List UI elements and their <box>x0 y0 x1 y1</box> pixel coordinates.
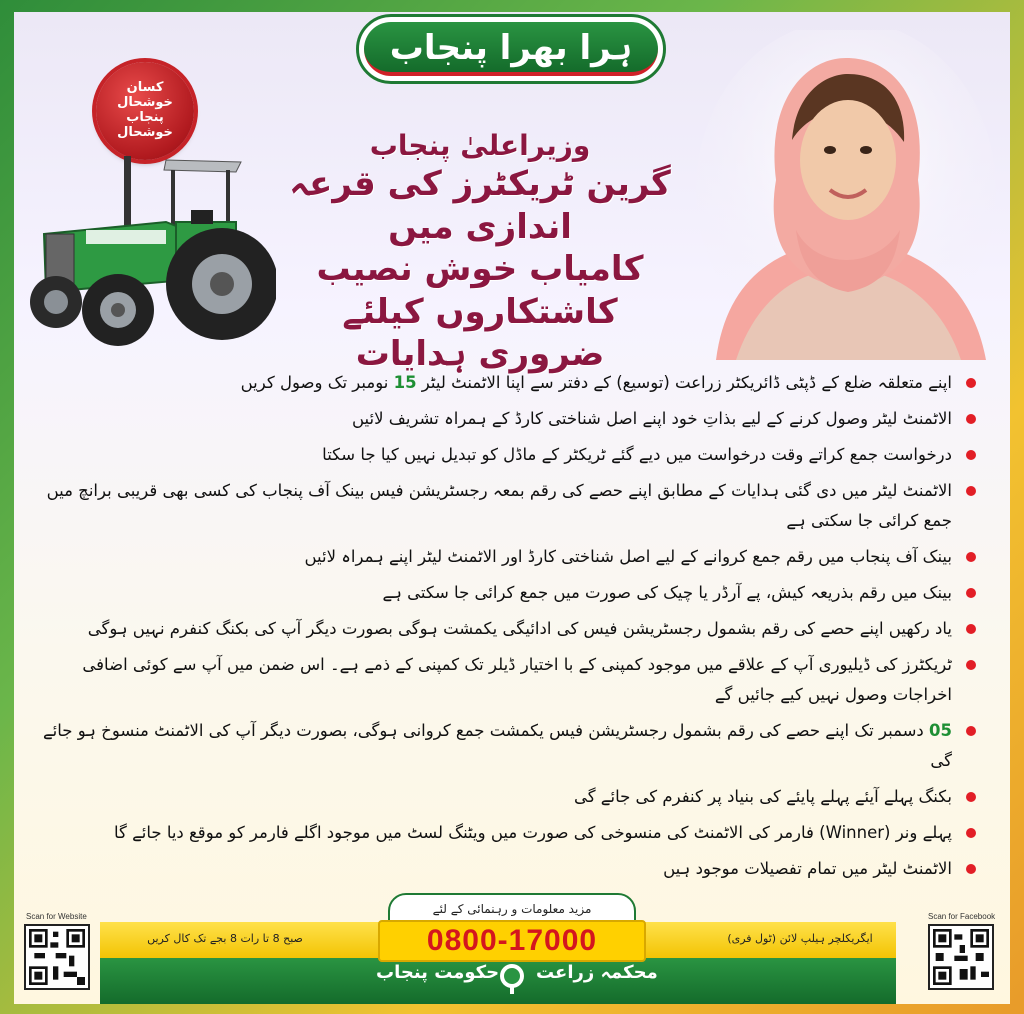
more-info-label: مزید معلومات و رہنمائی کے لئے <box>388 893 636 927</box>
government-of-punjab-label: حکومت پنجاب <box>376 962 500 983</box>
bullet-dot <box>966 588 976 598</box>
list-item <box>40 650 976 710</box>
instruction-text: دسمبر تک اپنے حصے کی رقم بشمول رجسٹریشن فیس یکمشت جمع کروانی ہوگی، بصورت دیگر آپ کی الاٹمنٹ منسوخ ہو جائے گی <box>43 721 952 770</box>
seal-line-1: کسان <box>126 80 164 96</box>
bullet-dot <box>966 660 976 670</box>
list-item <box>40 614 976 644</box>
qr-code-icon <box>29 929 85 985</box>
punjab-government-emblem-icon <box>498 962 526 996</box>
instruction-text: الاٹمنٹ لیٹر میں تمام تفصیلات موجود ہیں <box>663 859 952 878</box>
bullet-dot <box>966 552 976 562</box>
instruction-text: بکنگ پہلے آیئے پہلے پایئے کی بنیاد پر کنفرم کی جائے گی <box>573 787 952 806</box>
title-line-4: ضروری ہدایات <box>355 334 605 374</box>
bullet-dot <box>966 792 976 802</box>
title-line-3: کامیاب خوش نصیب کاشتکاروں کیلئے <box>316 249 644 332</box>
instruction-text: اپنے متعلقہ ضلع کے ڈپٹی ڈائریکٹر زراعت (توسیع) کے دفتر سے اپنا الاٹمنٹ لیٹر <box>416 373 952 392</box>
chief-minister-portrait <box>696 30 996 360</box>
kisan-khushhal-seal <box>96 62 194 160</box>
instruction-highlight: 15 <box>393 373 417 392</box>
list-item <box>40 542 976 572</box>
list-item <box>40 716 976 776</box>
bullet-dot <box>966 378 976 388</box>
bullet-dot <box>966 726 976 736</box>
bullet-dot <box>966 864 976 874</box>
seal-line-3: پنجاب <box>126 110 164 125</box>
helpline-phone-box[interactable] <box>378 920 646 962</box>
bullet-dot <box>966 828 976 838</box>
seal-line-2: خوشحال <box>117 95 173 111</box>
qr-code-icon <box>933 929 989 985</box>
list-item <box>40 404 976 434</box>
instruction-text: الاٹمنٹ لیٹر وصول کرنے کے لیے بذاتِ خود اپنے اصل شناختی کارڈ کے ہمراہ تشریف لائیں <box>351 409 952 428</box>
header-banner-inner <box>364 22 658 76</box>
scan-facebook-label: Scan for Facebook <box>928 912 996 921</box>
green-tractor-illustration <box>26 152 276 352</box>
title-line-1: وزیراعلیٰ پنجاب <box>369 129 591 162</box>
list-item <box>40 578 976 608</box>
instruction-text: درخواست جمع کراتے وقت درخواست میں دیے گئے ٹریکٹر کے ماڈل کو تبدیل نہیں کیا جا سکتا <box>322 445 952 464</box>
list-item <box>40 818 976 848</box>
scan-website-label: Scan for Website <box>26 912 87 921</box>
list-item <box>40 368 976 398</box>
banner-text: ہرا بھرا پنجاب <box>389 27 633 68</box>
list-item <box>40 440 976 470</box>
instruction-text: الاٹمنٹ لیٹر میں دی گئی ہدایات کے مطابق اپنے حصے کی رقم بمعہ رجسٹریشن فیس بینک آف پنجاب کی کسی بھی قریبی برانچ میں جمع کرائی جا سکتی ہے <box>46 481 952 530</box>
agri-helpline-note: ایگریکلچر ہیلپ لائن (ٹول فری) <box>727 932 873 945</box>
bullet-dot <box>966 624 976 634</box>
title-line-2: گرین ٹریکٹرز کی قرعہ اندازی میں <box>289 164 671 247</box>
facebook-qr-code[interactable] <box>928 924 994 990</box>
instruction-text: بینک آف پنجاب میں رقم جمع کروانے کے لیے اصل شناختی کارڈ اور الاٹمنٹ لیٹر اپنے ہمراہ لائیں <box>304 547 952 566</box>
instruction-highlight: 05 <box>929 721 952 740</box>
instruction-text: پہلے ونر (Winner) فارمر کی الاٹمنٹ کی منسوخی کی صورت میں ویٹنگ لسٹ میں موجود اگلے فارمر کو موقع دیا جائے گا <box>113 823 952 842</box>
header-banner <box>356 14 666 84</box>
bullet-dot <box>966 486 976 496</box>
bullet-dot <box>966 414 976 424</box>
title-block <box>250 128 710 376</box>
seal-line-4: خوشحال <box>117 124 173 140</box>
instruction-text: بینک میں رقم بذریعہ کیش، پے آرڈر یا چیک کی صورت میں جمع کرائی جا سکتی ہے <box>382 583 952 602</box>
bullet-dot <box>966 450 976 460</box>
instruction-text: ٹریکٹرز کی ڈیلیوری آپ کے علاقے میں موجود کمپنی کے با اختیار ڈیلر تک کمپنی کے ذمے ہے۔ اس ضمن میں آپ سے کوئی اضافی اخراجات وصول نہیں کیے جائیں گے <box>82 655 952 704</box>
list-item <box>40 476 976 536</box>
call-timing-note: صبح 8 تا رات 8 بجے تک کال کریں <box>147 932 303 945</box>
agriculture-department-label: محکمہ زراعت <box>536 962 658 983</box>
instructions-list <box>40 368 976 890</box>
instruction-text: نومبر تک وصول کریں <box>240 373 394 392</box>
helpline-phone-number[interactable]: 0800-17000 <box>426 924 598 957</box>
list-item <box>40 854 976 884</box>
list-item <box>40 782 976 812</box>
website-qr-code[interactable] <box>24 924 90 990</box>
instruction-text: یاد رکھیں اپنے حصے کی رقم بشمول رجسٹریشن فیس کی ادائیگی یکمشت ہوگی بصورت دیگر آپ کی بکنگ کنفرم نہیں ہوگی <box>87 619 952 638</box>
